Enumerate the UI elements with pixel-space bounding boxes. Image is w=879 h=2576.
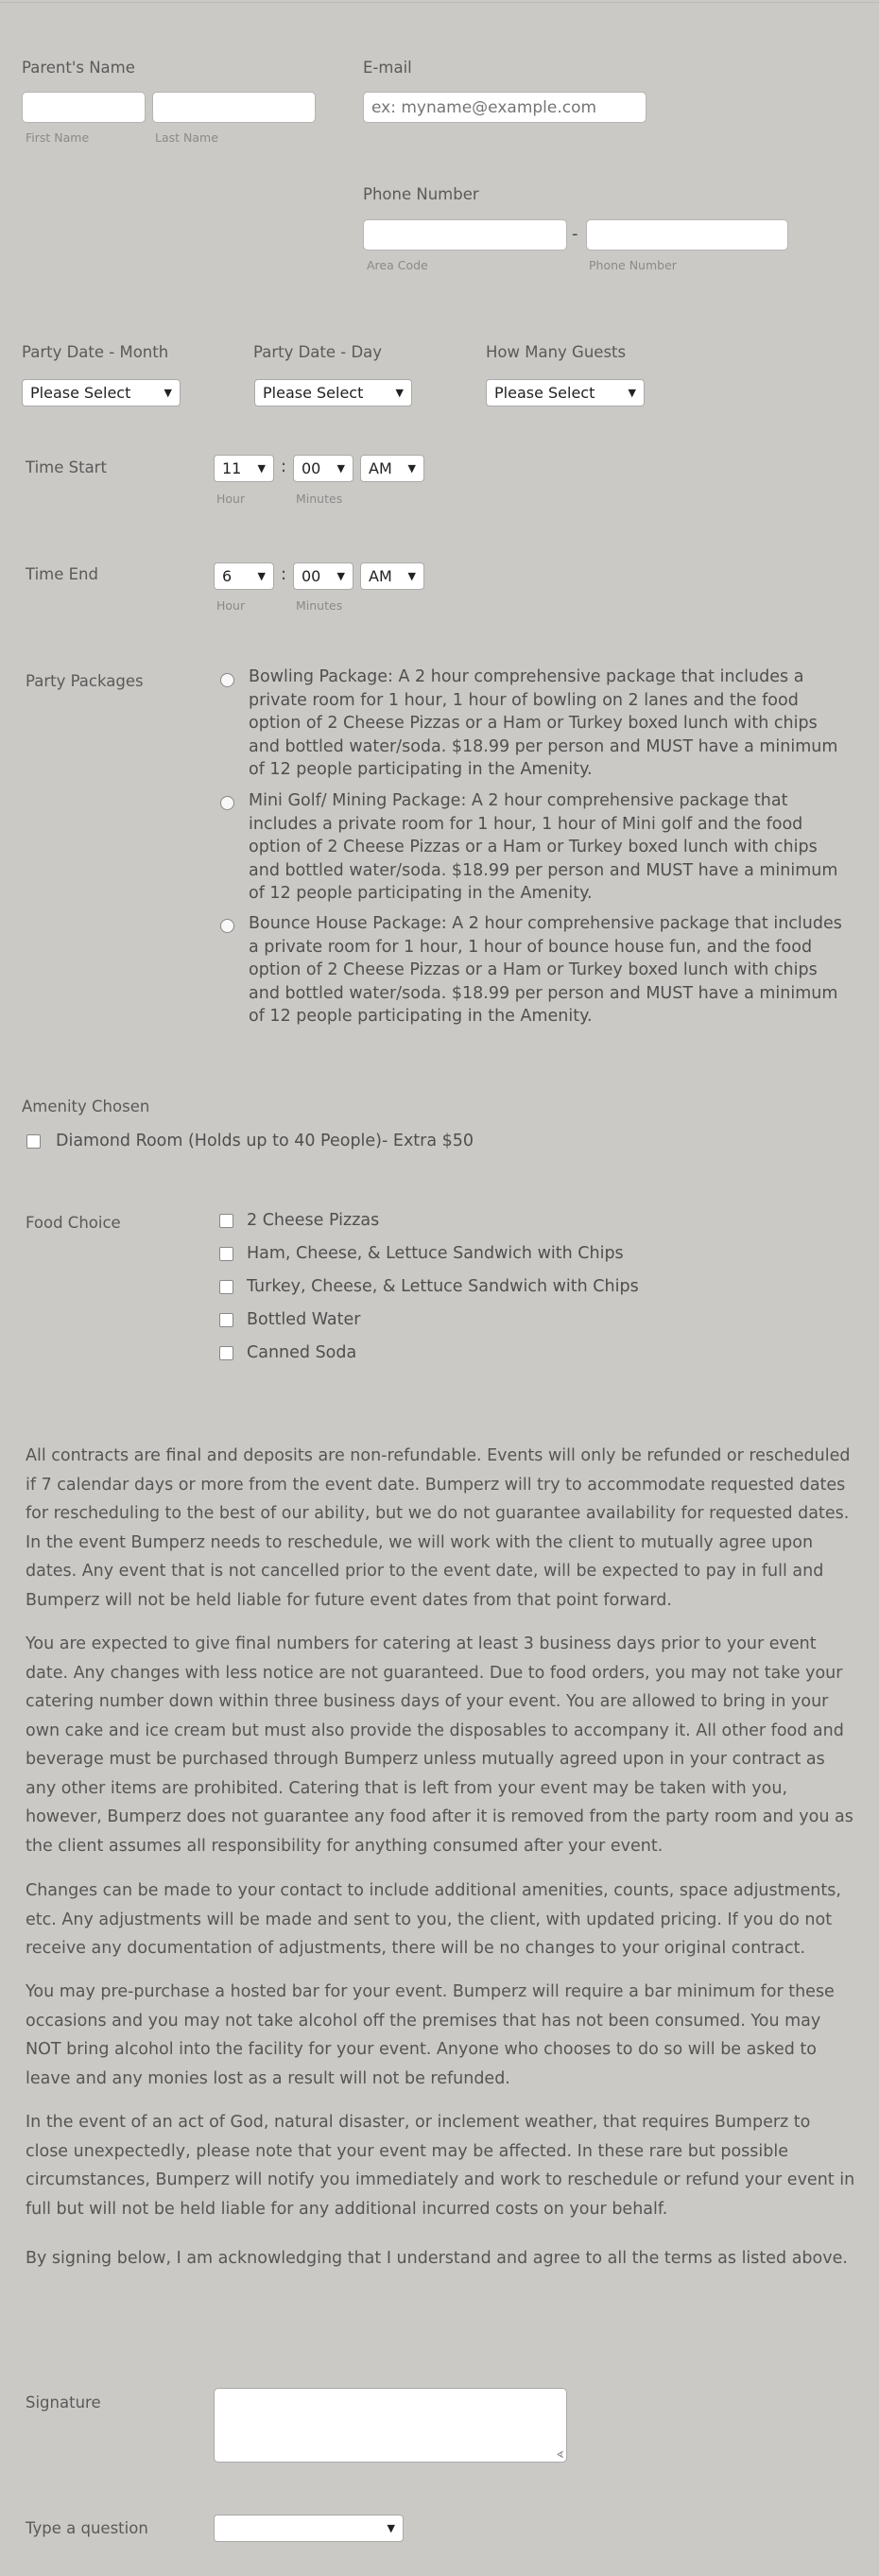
chevron-down-icon: ▼ <box>257 462 266 475</box>
guests-value: Please Select <box>494 384 595 402</box>
amenity-checkbox-diamond-room[interactable] <box>26 1134 41 1149</box>
party-day-label: Party Date - Day <box>253 343 383 361</box>
last-name-sublabel: Last Name <box>155 130 218 145</box>
chevron-down-icon: ▼ <box>336 570 345 582</box>
guests-select[interactable] <box>486 379 645 406</box>
time-end-hour-value: 6 <box>222 567 233 585</box>
food-checkbox-soda[interactable] <box>219 1346 233 1360</box>
time-end-colon: : <box>281 564 287 584</box>
party-day-value: Please Select <box>263 384 364 402</box>
food-checkbox-pizza[interactable] <box>219 1214 233 1228</box>
party-month-value: Please Select <box>30 384 131 402</box>
chevron-down-icon: ▼ <box>257 570 266 582</box>
top-divider <box>0 2 879 3</box>
package-option-minigolf: Mini Golf/ Mining Package: A 2 hour comprehensive package that includes a private room for 1 hour, 1 hour of Mini golf and the food option of 2 Cheese Pizzas or a Ham or Turkey boxed lunch with chips and bottled water/soda. $18.99 per person and MUST have a minimum of 12 people participating in the Amenity. <box>249 791 838 903</box>
parent-name-label: Parent's Name <box>22 59 135 77</box>
food-checkbox-ham[interactable] <box>219 1247 233 1261</box>
first-name-sublabel: First Name <box>26 130 90 145</box>
time-end-label: Time End <box>26 565 98 583</box>
terms-paragraph: By signing below, I am acknowledging that I understand and agree to all the terms as listed above. <box>26 2249 848 2268</box>
time-end-ampm-select[interactable] <box>360 562 424 590</box>
party-packages-label: Party Packages <box>26 672 144 690</box>
party-day-select[interactable] <box>254 379 412 406</box>
food-option-turkey: Turkey, Cheese, & Lettuce Sandwich with Chips <box>247 1277 639 1296</box>
question-select[interactable] <box>214 2515 404 2542</box>
time-start-minutes-value: 00 <box>302 459 321 477</box>
chevron-down-icon: ▼ <box>407 462 416 475</box>
food-choice-label: Food Choice <box>26 1214 121 1232</box>
time-end-minutes-value: 00 <box>302 567 321 585</box>
time-start-label: Time Start <box>26 458 107 476</box>
phone-number-sublabel: Phone Number <box>589 258 677 272</box>
chevron-down-icon: ▼ <box>387 2522 395 2534</box>
terms-paragraph: In the event of an act of God, natural disaster, or inclement weather, that requires Bumperz to close unexpectedly, please note that your event may be affected. In these rare but possible circumstances, Bumperz will notify you immediately and work to reschedule or refund your event in full but will not be held liable for any additional incurred costs on your behalf. <box>26 2113 855 2219</box>
time-end-minutes-select[interactable] <box>293 562 353 590</box>
chevron-down-icon: ▼ <box>407 570 416 582</box>
time-start-ampm-select[interactable] <box>360 455 424 482</box>
food-option-water: Bottled Water <box>247 1310 361 1329</box>
package-option-bowling: Bowling Package: A 2 hour comprehensive package that includes a private room for 1 hour, 1 hour of bowling on 2 lanes and the food option of 2 Cheese Pizzas or a Ham or Turkey boxed lunch with chips and bottled water/soda. $18.99 per person and MUST have a minimum of 12 people participating in the Amenity. <box>249 667 838 779</box>
phone-label: Phone Number <box>363 185 479 203</box>
phone-separator: - <box>572 224 578 244</box>
terms-paragraph: Changes can be made to your contact to include additional amenities, counts, space adjustments, etc. Any adjustments will be made and sent to you, the client, with updated pricing. If you do not receive any documentation of adjustments, there will be no changes to your original contract. <box>26 1881 841 1958</box>
last-name-input[interactable] <box>152 92 316 123</box>
chevron-down-icon: ▼ <box>628 387 636 399</box>
amenity-label: Amenity Chosen <box>22 1098 150 1115</box>
time-end-hour-sublabel: Hour <box>216 598 246 613</box>
terms-paragraph: You are expected to give final numbers for catering at least 3 business days prior to your event date. Any changes with less notice are not guaranteed. Due to food orders, you may not take your catering number down within three business days of your event. You are allowed to bring in your own cake and ice cream but must also provide the disposables to accompany it. All other food and beverage must be purchased through Bumperz unless mutually agreed upon in your contract as any other items are prohibited. Catering that is left from your event may be taken with you, however, Bumperz does not guarantee any food after it is removed from the party room and you as the client assumes all responsibility for anything consumed after your event. <box>26 1634 853 1856</box>
package-radio-bounce[interactable] <box>220 919 234 933</box>
chevron-down-icon: ▼ <box>395 387 404 399</box>
time-start-hour-sublabel: Hour <box>216 492 246 506</box>
party-month-select[interactable] <box>22 379 181 406</box>
resize-handle-icon: ∢ <box>556 2450 564 2461</box>
food-option-pizza: 2 Cheese Pizzas <box>247 1211 380 1230</box>
package-radio-bowling[interactable] <box>220 673 234 687</box>
question-label: Type a question <box>26 2519 148 2537</box>
time-end-ampm-value: AM <box>369 567 392 585</box>
time-start-hour-select[interactable] <box>214 455 274 482</box>
time-end-minutes-sublabel: Minutes <box>296 598 343 613</box>
time-start-colon: : <box>281 457 287 476</box>
time-start-minutes-sublabel: Minutes <box>296 492 343 506</box>
chevron-down-icon: ▼ <box>164 387 172 399</box>
first-name-input[interactable] <box>22 92 146 123</box>
signature-label: Signature <box>26 2394 101 2412</box>
guests-label: How Many Guests <box>486 343 627 361</box>
time-start-ampm-value: AM <box>369 459 392 477</box>
food-checkbox-water[interactable] <box>219 1313 233 1327</box>
amenity-option-diamond-room: Diamond Room (Holds up to 40 People)- Extra $50 <box>56 1132 474 1150</box>
time-start-minutes-select[interactable] <box>293 455 353 482</box>
chevron-down-icon: ▼ <box>336 462 345 475</box>
time-start-hour-value: 11 <box>222 459 242 477</box>
party-month-label: Party Date - Month <box>22 343 169 361</box>
package-option-bounce: Bounce House Package: A 2 hour comprehensive package that includes a private room for 1 hour, 1 hour of bounce house fun, and the food option of 2 Cheese Pizzas or a Ham or Turkey boxed lunch with chips and bottled water/soda. $18.99 per person and MUST have a minimum of 12 people participating in the Amenity. <box>249 914 842 1026</box>
package-radio-minigolf[interactable] <box>220 796 234 810</box>
food-option-soda: Canned Soda <box>247 1343 357 1362</box>
food-checkbox-turkey[interactable] <box>219 1280 233 1294</box>
email-label: E-mail <box>363 59 412 77</box>
phone-number-input[interactable] <box>586 219 788 251</box>
terms-paragraph: You may pre-purchase a hosted bar for your event. Bumperz will require a bar minimum for these occasions and you may not take alcohol off the premises that has not been consumed. You may NOT bring alcohol into the facility for your event. Anyone who chooses to do so will be asked to leave and any monies lost as a result will not be refunded. <box>26 1982 835 2088</box>
food-option-ham: Ham, Cheese, & Lettuce Sandwich with Chips <box>247 1244 624 1263</box>
terms-paragraph: All contracts are final and deposits are non-refundable. Events will only be refunded or rescheduled if 7 calendar days or more from the event date. Bumperz will try to accommodate requested dates for rescheduling to the best of our ability, but we do not guarantee availability for requested dates. In the event Bumperz needs to reschedule, we will work with the client to mutually agree upon dates. Any event that is not cancelled prior to the event date, will be expected to pay in full and Bumperz will not be held liable for future event dates from that point forward. <box>26 1446 851 1610</box>
email-input[interactable] <box>363 92 646 123</box>
area-code-sublabel: Area Code <box>367 258 428 272</box>
signature-pad[interactable] <box>214 2388 567 2463</box>
area-code-input[interactable] <box>363 219 567 251</box>
time-end-hour-select[interactable] <box>214 562 274 590</box>
